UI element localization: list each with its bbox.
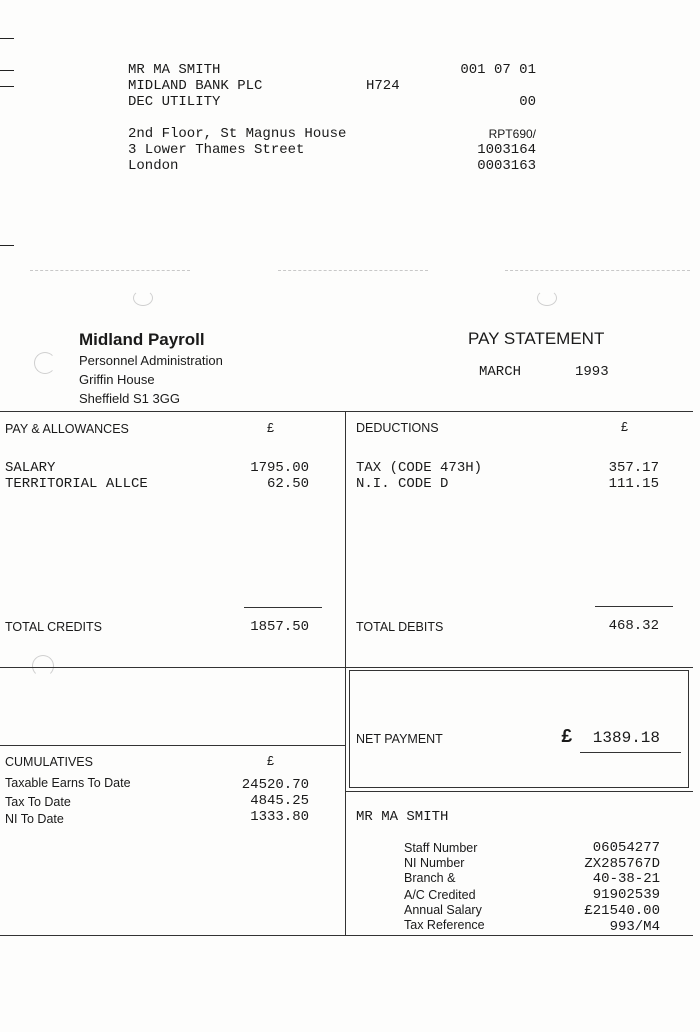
total-underline — [244, 607, 322, 608]
net-payment-amount: 1389.18 — [592, 729, 660, 747]
margin-tick — [0, 245, 14, 246]
cumulative-item-label: Taxable Earns To Date — [5, 776, 131, 790]
total-underline — [595, 606, 673, 607]
deductions-heading: DEDUCTIONS — [356, 421, 439, 435]
reference-5: 0003163 — [477, 158, 536, 174]
margin-tick — [0, 38, 14, 39]
cumulative-item-label: NI To Date — [5, 812, 64, 826]
employee-field-label: Staff Number — [404, 841, 478, 855]
total-credits-label: TOTAL CREDITS — [5, 620, 103, 634]
perforation — [278, 270, 428, 272]
employee-field-value: ZX285767D — [584, 856, 660, 872]
reference-4: 1003164 — [477, 142, 536, 158]
employee-field-value: 91902539 — [592, 887, 660, 903]
bank-name: MIDLAND BANK PLC — [128, 78, 263, 94]
employee-field-label: NI Number — [404, 856, 465, 870]
net-underline — [580, 752, 681, 753]
employee-field-value: £21540.00 — [584, 903, 660, 919]
deduction-item-label: TAX (CODE 473H) — [356, 460, 483, 476]
recipient-name: MR MA SMITH — [128, 62, 221, 78]
reference-3: RPT690/ — [488, 127, 536, 141]
pay-item-label: TERRITORIAL ALLCE — [5, 476, 148, 492]
cumulatives-heading: CUMULATIVES — [5, 755, 93, 769]
cumulative-item-amount: 1333.80 — [250, 809, 309, 825]
total-debits-amount: 468.32 — [608, 618, 659, 634]
punch-hole — [34, 352, 56, 374]
address-line-3: London — [128, 158, 179, 174]
employee-field-label: A/C Credited — [404, 888, 476, 902]
grid-line — [0, 667, 693, 668]
address-line-2: 3 Lower Thames Street — [128, 142, 305, 158]
branch-code: H724 — [366, 78, 400, 94]
address-line-1: 2nd Floor, St Magnus House — [128, 126, 347, 142]
department: Personnel Administration — [79, 353, 223, 368]
margin-tick — [0, 86, 14, 87]
punch-hole — [32, 655, 54, 677]
address-block — [128, 62, 548, 182]
cumulative-item-amount: 4845.25 — [250, 793, 309, 809]
employee-field-label: Tax Reference — [404, 918, 485, 932]
pay-item-amount: 62.50 — [266, 476, 309, 492]
perforation — [30, 270, 190, 272]
grid-line — [0, 935, 693, 936]
deduction-item-amount: 357.17 — [608, 460, 659, 476]
pay-heading: PAY & ALLOWANCES — [5, 422, 129, 436]
deduction-item-amount: 111.15 — [608, 476, 659, 492]
employee-field-value: 06054277 — [592, 840, 660, 856]
punch-hole — [537, 290, 557, 306]
employee-name: MR MA SMITH — [356, 809, 449, 825]
pay-month: MARCH — [479, 364, 522, 380]
total-credits-amount: 1857.50 — [250, 619, 309, 635]
employee-field-value: 993/M4 — [609, 919, 660, 935]
building: Griffin House — [79, 372, 155, 387]
deductions-currency: £ — [621, 420, 628, 434]
employee-field-value: 40-38-21 — [592, 871, 660, 887]
cumulative-item-amount: 24520.70 — [241, 777, 309, 793]
employee-field-label: Branch & — [404, 871, 456, 885]
grid-line — [345, 791, 693, 792]
city: Sheffield S1 3GG — [79, 391, 180, 406]
cumulatives-currency: £ — [267, 754, 274, 768]
total-debits-label: TOTAL DEBITS — [356, 620, 444, 634]
employee-field-label: Annual Salary — [404, 903, 482, 917]
grid-line — [0, 411, 693, 412]
deduction-item-label: N.I. CODE D — [356, 476, 449, 492]
perforation — [505, 270, 690, 272]
pay-year: 1993 — [575, 364, 609, 380]
pay-item-amount: 1795.00 — [250, 460, 309, 476]
cumulative-item-label: Tax To Date — [5, 795, 71, 809]
reference-2: 00 — [519, 94, 536, 110]
margin-tick — [0, 70, 14, 71]
net-payment-currency: £ — [561, 726, 573, 748]
pay-item-label: SALARY — [5, 460, 56, 476]
account-type: DEC UTILITY — [128, 94, 221, 110]
reference-1: 001 07 01 — [460, 62, 536, 78]
grid-line — [0, 745, 345, 746]
punch-hole — [133, 290, 153, 306]
document-title: PAY STATEMENT — [468, 329, 605, 348]
pay-currency: £ — [267, 421, 274, 435]
net-payment-label: NET PAYMENT — [356, 732, 443, 746]
grid-line — [345, 411, 346, 935]
company-name: Midland Payroll — [79, 330, 205, 349]
